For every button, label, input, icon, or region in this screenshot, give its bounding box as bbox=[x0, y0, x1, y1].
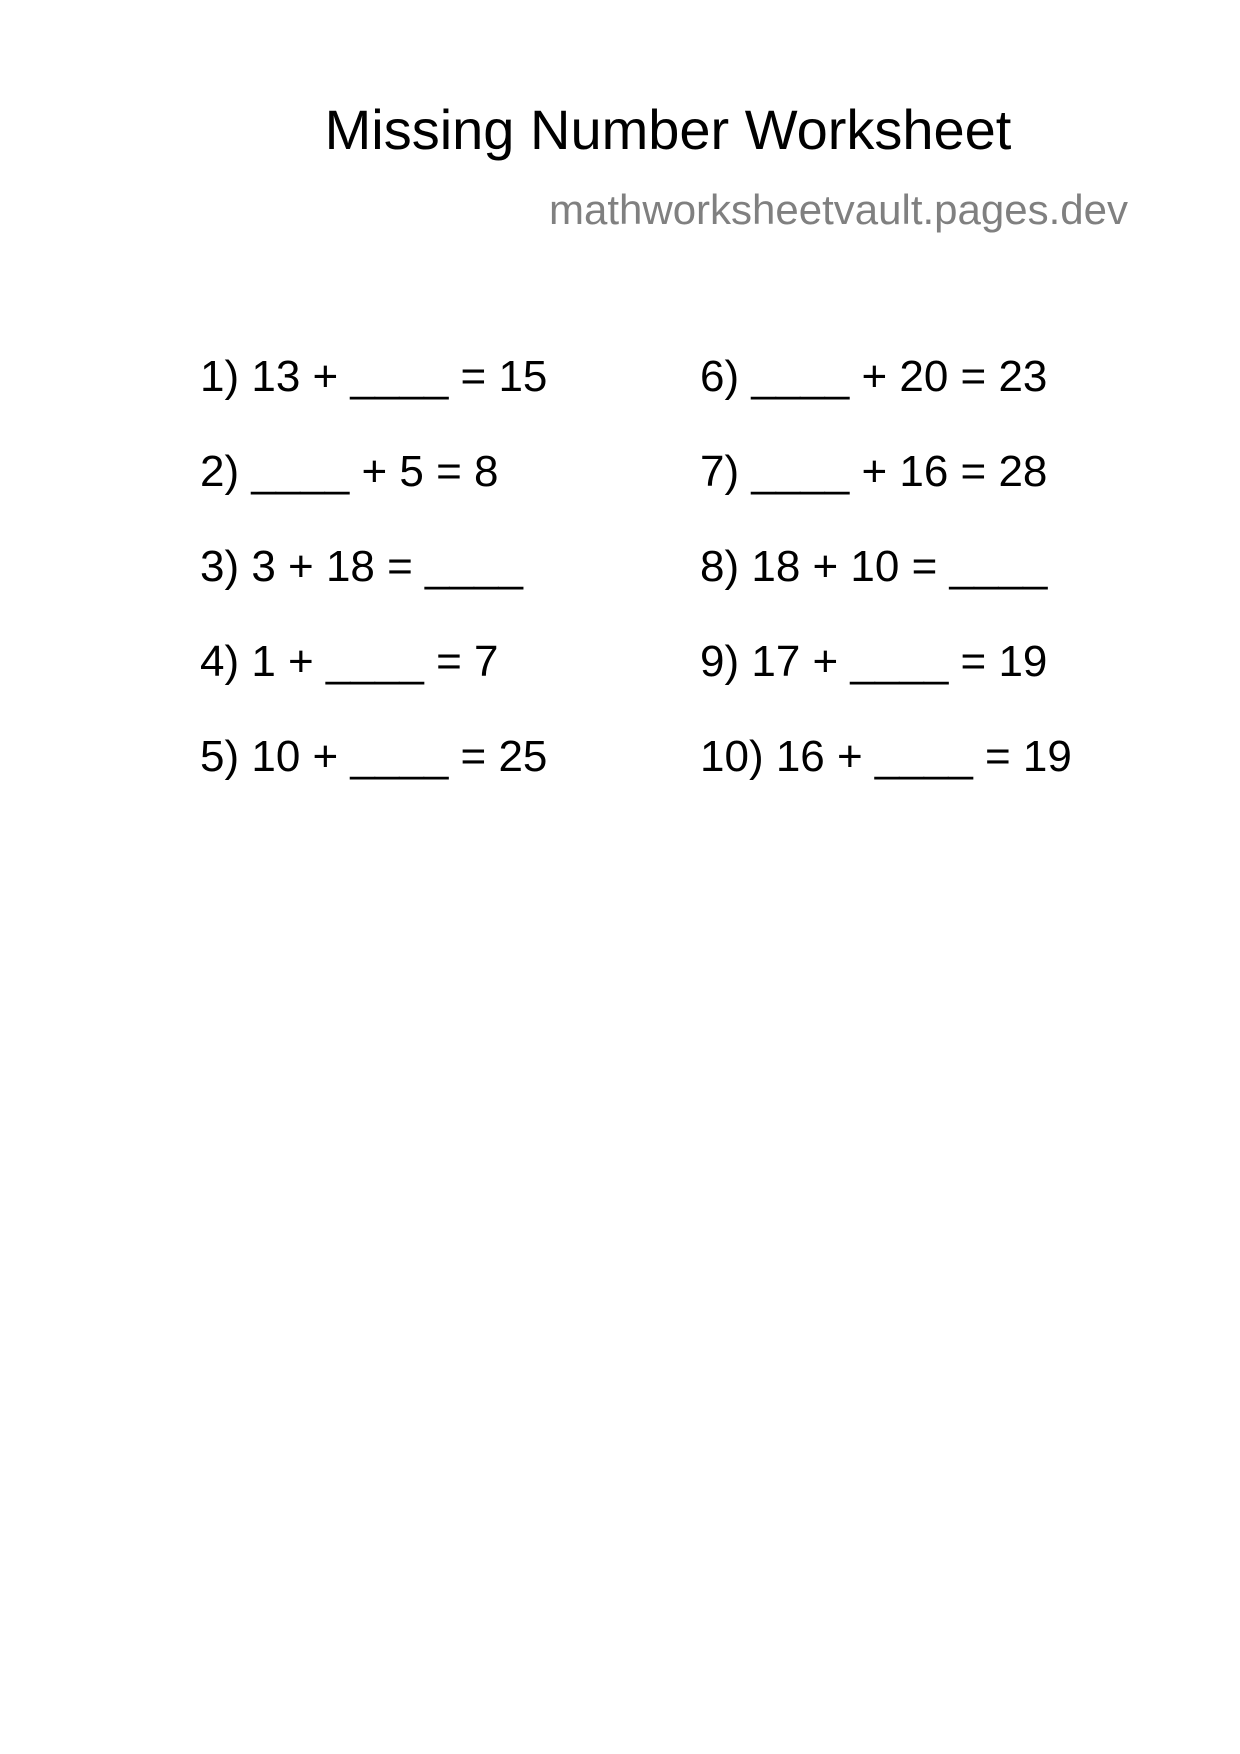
problem-item: 1) 13 + ____ = 15 bbox=[200, 352, 548, 401]
worksheet-title bbox=[0, 98, 1240, 162]
problem-item: 8) 18 + 10 = ____ bbox=[700, 542, 1048, 591]
problem-item: 3) 3 + 18 = ____ bbox=[200, 542, 523, 591]
problem-item: 5) 10 + ____ = 25 bbox=[200, 732, 548, 781]
problem-item: 9) 17 + ____ = 19 bbox=[700, 637, 1048, 686]
problem-item: 4) 1 + ____ = 7 bbox=[200, 637, 499, 686]
problem-item: 7) ____ + 16 = 28 bbox=[700, 447, 1048, 496]
problem-list bbox=[0, 352, 1240, 802]
problem-item: 6) ____ + 20 = 23 bbox=[700, 352, 1048, 401]
website-url: mathworksheetvault.pages.dev bbox=[549, 186, 1128, 233]
problem-item: 2) ____ + 5 = 8 bbox=[200, 447, 499, 496]
worksheet-title-text: Missing Number Worksheet bbox=[324, 98, 1012, 161]
problem-item: 10) 16 + ____ = 19 bbox=[700, 732, 1072, 781]
